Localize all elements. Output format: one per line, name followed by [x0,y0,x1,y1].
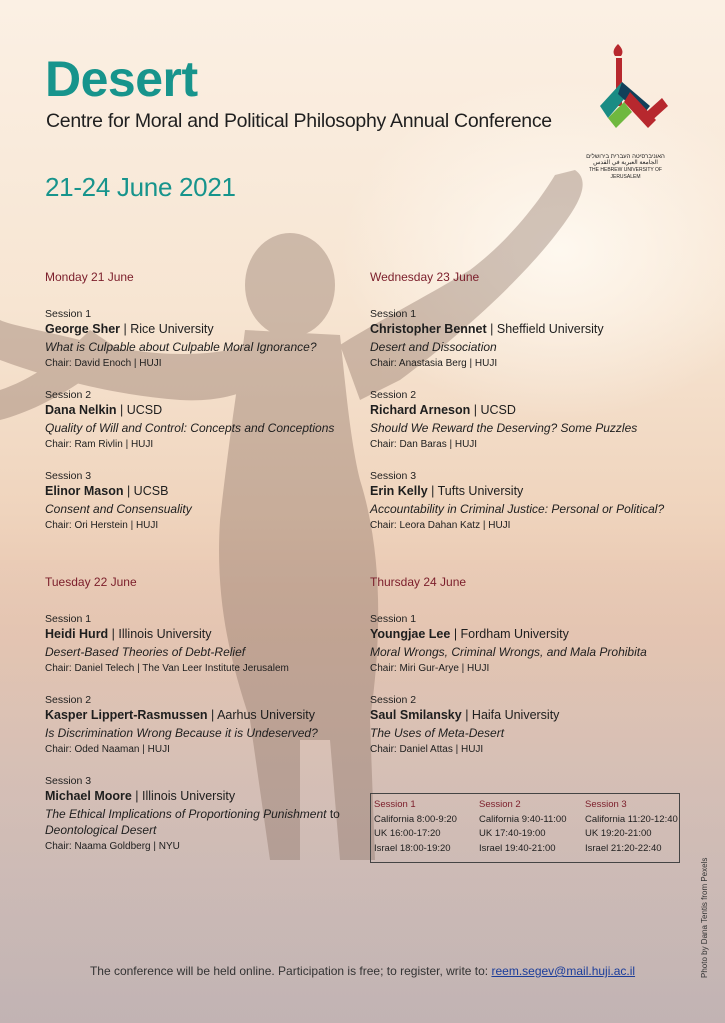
university-logo [578,42,673,180]
session-block [370,613,690,674]
session-label: Session 1 [45,613,92,625]
times-cell: UK 19:20-21:00 [585,828,652,839]
speaker-line [370,403,690,417]
conference-dates: 21-24 June 2021 [45,172,236,202]
talk-title: What is Culpable about Culpable Moral Ignorance? [45,340,317,354]
speaker-affiliation: | UCSB [123,484,169,498]
times-cell: Israel 18:00-19:20 [374,842,451,854]
times-column-session-2 [479,798,567,856]
session-block [45,694,365,755]
talk-title-part: Deontological Desert [45,823,157,837]
talk-title-connector: to [326,807,340,821]
speaker-affiliation: | Rice University [120,322,214,336]
speaker-name: Heidi Hurd [45,627,109,641]
speaker-name: Michael Moore [45,789,132,803]
session-chair: Chair: Oded Naaman | HUJI [45,744,170,755]
speaker-line [45,627,365,641]
talk-title: The Uses of Meta-Desert [370,726,505,740]
speaker-line [370,322,690,336]
speaker-line [45,708,365,722]
speaker-line [45,789,365,803]
speaker-name: Dana Nelkin [45,403,117,417]
session-chair: Chair: David Enoch | HUJI [45,358,162,369]
day-wednesday [370,270,690,551]
session-times-table [370,793,680,863]
times-column-session-1 [374,798,457,856]
session-label: Session 3 [45,775,92,787]
times-cell: California 9:40-11:00 [479,813,567,825]
speaker-name: Richard Arneson [370,403,471,417]
talk-title: Desert-Based Theories of Debt-Relief [45,645,246,659]
photo-credit: Photo by Dana Tentis from Pexels [700,857,709,978]
session-block [370,389,690,450]
speaker-affiliation: | Illinois University [108,627,212,641]
session-label: Session 2 [370,694,417,706]
registration-text: The conference will be held online. Participation is free; to register, write to: [89,964,492,978]
times-cell: California 11:20-12:40 [585,813,678,825]
session-label: Session 2 [45,389,92,401]
speaker-affiliation: | Sheffield University [486,322,604,336]
page-title: Desert [45,51,198,107]
talk-title-part: The Ethical Implications of Proportioning Punishment [45,807,327,821]
session-block [45,613,365,674]
session-chair: Chair: Naama Goldberg | NYU [45,841,180,852]
session-chair: Chair: Ori Herstein | HUJI [45,520,159,531]
speaker-line [370,484,690,498]
session-block [370,308,690,369]
logo-hebrew: האוניברסיטה העברית בירושלים [586,154,665,160]
session-chair: Chair: Daniel Telech | The Van Leer Institute Jerusalem [45,663,289,674]
speaker-affiliation: | UCSD [470,403,516,417]
speaker-affiliation: | UCSD [116,403,163,417]
day-heading: Monday 21 June [45,270,134,284]
session-chair: Chair: Daniel Attas | HUJI [370,744,484,755]
speaker-affiliation: | Fordham University [450,627,569,641]
session-label: Session 3 [45,470,92,482]
day-heading: Tuesday 22 June [45,575,137,589]
talk-title: Desert and Dissociation [370,340,497,354]
logo-english: THE HEBREW UNIVERSITY OF JERUSALEM [589,167,662,180]
session-label: Session 2 [45,694,92,706]
speaker-name: Elinor Mason [45,484,124,498]
speaker-affiliation: | Tufts University [427,484,524,498]
session-chair: Chair: Dan Baras | HUJI [370,439,478,450]
registration-email-link[interactable]: reem.segev@mail.huji.ac.il [491,964,636,978]
day-heading: Wednesday 23 June [370,270,480,284]
speaker-name: George Sher [45,322,121,336]
talk-title: Accountability in Criminal Justice: Personal or Political? [370,502,665,516]
session-chair: Chair: Ram Rivlin | HUJI [45,439,154,450]
speaker-affiliation: | Haifa University [461,708,560,722]
session-chair: Chair: Leora Dahan Katz | HUJI [370,520,511,531]
day-heading: Thursday 24 June [370,575,467,589]
speaker-name: Saul Smilansky [370,708,462,722]
speaker-name: Erin Kelly [370,484,428,498]
session-label: Session 1 [45,308,92,320]
session-chair: Chair: Anastasia Berg | HUJI [370,358,498,369]
speaker-line [45,403,365,417]
day-monday [45,270,365,551]
speaker-name: Youngjae Lee [370,627,451,641]
session-block [370,694,690,755]
session-block [370,470,690,531]
times-column-header: Session 2 [479,799,521,810]
times-cell: UK 16:00-17:20 [374,828,441,839]
session-label: Session 1 [370,308,417,320]
times-cell: UK 17:40-19:00 [479,828,546,839]
session-label: Session 2 [370,389,417,401]
session-label: Session 1 [370,613,417,625]
day-thursday [370,575,690,775]
registration-note [0,964,725,978]
talk-title: Moral Wrongs, Criminal Wrongs, and Mala Prohibita [370,645,647,659]
times-cell: Israel 19:40-21:00 [479,842,556,854]
speaker-line [370,708,690,722]
session-block [45,775,365,852]
talk-title: Consent and Consensuality [45,502,192,516]
times-cell: Israel 21:20-22:40 [585,842,662,854]
talk-title [45,806,365,838]
session-block [45,389,365,450]
times-column-session-3 [585,798,678,856]
logo-arabic: الجامعة العبرية في القدس [593,160,658,166]
times-cell: California 8:00-9:20 [374,813,457,825]
times-column-header: Session 3 [585,799,627,810]
talk-title: Quality of Will and Control: Concepts and Conceptions [45,421,335,435]
talk-title: Should We Reward the Deserving? Some Puzzles [370,421,638,435]
session-chair: Chair: Miri Gur-Arye | HUJI [370,663,490,674]
speaker-name: Kasper Lippert-Rasmussen [45,708,208,722]
speaker-affiliation: | Aarhus University [207,708,316,722]
times-column-header: Session 1 [374,799,416,810]
speaker-name: Christopher Bennet [370,322,487,336]
session-block [45,308,365,369]
talk-title: Is Discrimination Wrong Because it is Undeserved? [45,726,318,740]
conference-subtitle: Centre for Moral and Political Philosophy Annual Conference [46,110,552,132]
hebrew-university-logo-icon [578,42,673,152]
speaker-line [370,627,690,641]
speaker-affiliation: | Illinois University [131,789,236,803]
session-block [45,470,365,531]
speaker-line [45,322,365,336]
day-tuesday [45,575,365,872]
session-label: Session 3 [370,470,417,482]
speaker-line [45,484,365,498]
